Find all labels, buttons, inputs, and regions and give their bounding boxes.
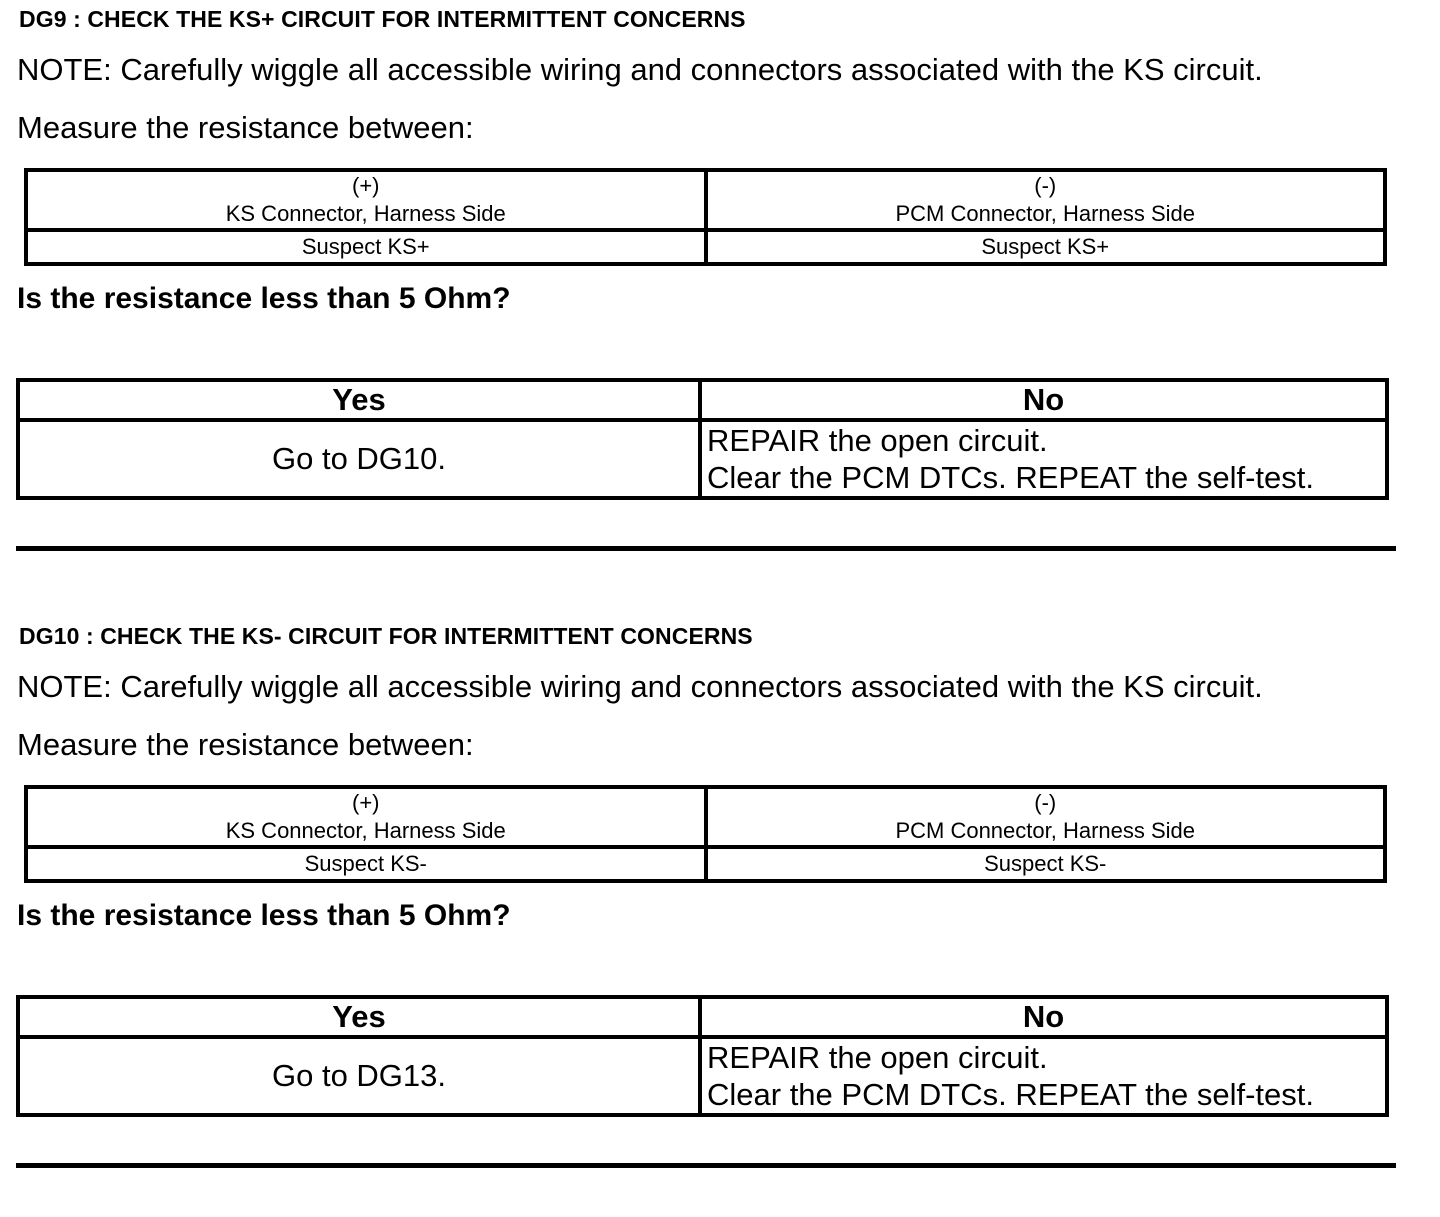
no-action-line: REPAIR the open circuit. [707,1040,1048,1075]
negative-connector: PCM Connector, Harness Side [895,818,1196,843]
section-dg10 [0,617,1440,1217]
yes-header: Yes [18,997,700,1037]
positive-connector: KS Connector, Harness Side [225,201,506,226]
yes-action: Go to DG13. [18,1037,700,1115]
question-text: Is the resistance less than 5 Ohm? [17,282,511,315]
negative-pin: Suspect KS- [706,847,1386,881]
positive-pin: Suspect KS+ [26,230,706,264]
yes-action: Go to DG10. [18,420,700,498]
negative-symbol: (-) [1034,790,1057,815]
measure-instruction: Measure the resistance between: [17,110,474,145]
step-title: DG9 : CHECK THE KS+ CIRCUIT FOR INTERMITTENT CONCERNS [19,6,746,32]
section-divider [16,1163,1396,1168]
negative-connector: PCM Connector, Harness Side [895,201,1196,226]
question-text: Is the resistance less than 5 Ohm? [17,899,511,932]
no-action-line: Clear the PCM DTCs. REPEAT the self-test. [707,1077,1314,1112]
negative-lead-cell [706,787,1386,847]
positive-connector: KS Connector, Harness Side [225,818,506,843]
yes-header: Yes [18,380,700,420]
positive-lead-cell [26,170,706,230]
measurement-table [24,168,1387,266]
section-divider [16,546,1396,551]
section-dg9 [0,0,1440,600]
step-title: DG10 : CHECK THE KS- CIRCUIT FOR INTERMITTENT CONCERNS [19,623,753,649]
no-action [700,1037,1387,1115]
positive-lead-cell [26,787,706,847]
result-table [16,995,1389,1117]
note-text: NOTE: Carefully wiggle all accessible wiring and connectors associated with the KS circuit. [17,669,1263,704]
no-header: No [700,997,1387,1037]
measurement-table [24,785,1387,883]
positive-pin: Suspect KS- [26,847,706,881]
positive-symbol: (+) [352,173,380,198]
negative-lead-cell [706,170,1386,230]
no-header: No [700,380,1387,420]
result-table [16,378,1389,500]
negative-pin: Suspect KS+ [706,230,1386,264]
no-action [700,420,1387,498]
no-action-line: Clear the PCM DTCs. REPEAT the self-test. [707,460,1314,495]
no-action-line: REPAIR the open circuit. [707,423,1048,458]
note-text: NOTE: Carefully wiggle all accessible wiring and connectors associated with the KS circuit. [17,52,1263,87]
measure-instruction: Measure the resistance between: [17,727,474,762]
negative-symbol: (-) [1034,173,1057,198]
positive-symbol: (+) [352,790,380,815]
